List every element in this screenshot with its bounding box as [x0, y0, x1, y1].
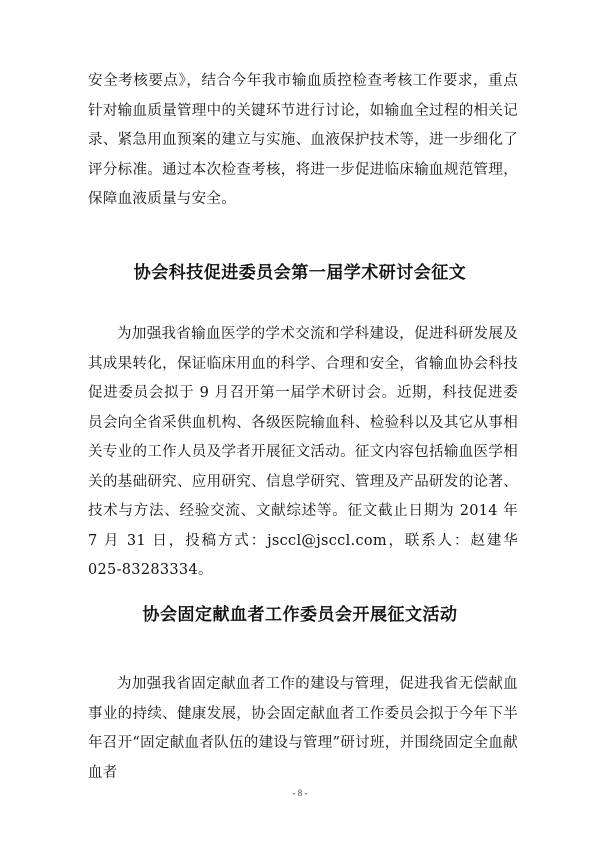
- paragraph-quality-inspection: 安全考核要点》，结合今年我市输血质控检查考核工作要求，重点针对输血质量管理中的关键环节进行讨论，如输血全过程的相关记录、紧急用血预案的建立与实施、血液保护技术等，进一步细化了评分标准。通过本次检查考核，将进一步促进临床输血规范管理，保障血液质量与安全。: [88, 73, 518, 207]
- heading-fixed-donor: 协会固定献血者工作委员会开展征文活动: [142, 605, 458, 625]
- heading-academic-seminar: 协会科技促进委员会第一届学术研讨会征文: [133, 263, 467, 283]
- page-number: - 8 -: [292, 788, 308, 798]
- paragraph-fixed-donor: 为加强我省固定献血者工作的建设与管理，促进我省无偿献血事业的持续、健康发展，协会固定献血者工作委员会拟于今年下半年召开“固定献血者队伍的建设与管理”研讨班，并围绕固定全血献血者: [88, 676, 518, 781]
- paragraph-academic-seminar: 为加强我省输血医学的学术交流和学科建设，促进科研发展及其成果转化，保证临床用血的科学、合理和安全，省输血协会科技促进委员会拟于 9 月召开第一届学术研讨会。近期，科技促进委员会向全省采供血机构、各级医院输血科、检验科以及其它从事相关专业的工作人员及学者开展征文活动。征文内容包括输血医学相关的基础研究、应用研究、信息学研究、管理及产品研发的论著、技术与方法、经验交流、文献综述等。征文截止日期为 2014 年 7 月 31 日，投稿方式：jsccl@jsccl.com，联系人：赵建华 025-83283334。: [88, 326, 533, 578]
